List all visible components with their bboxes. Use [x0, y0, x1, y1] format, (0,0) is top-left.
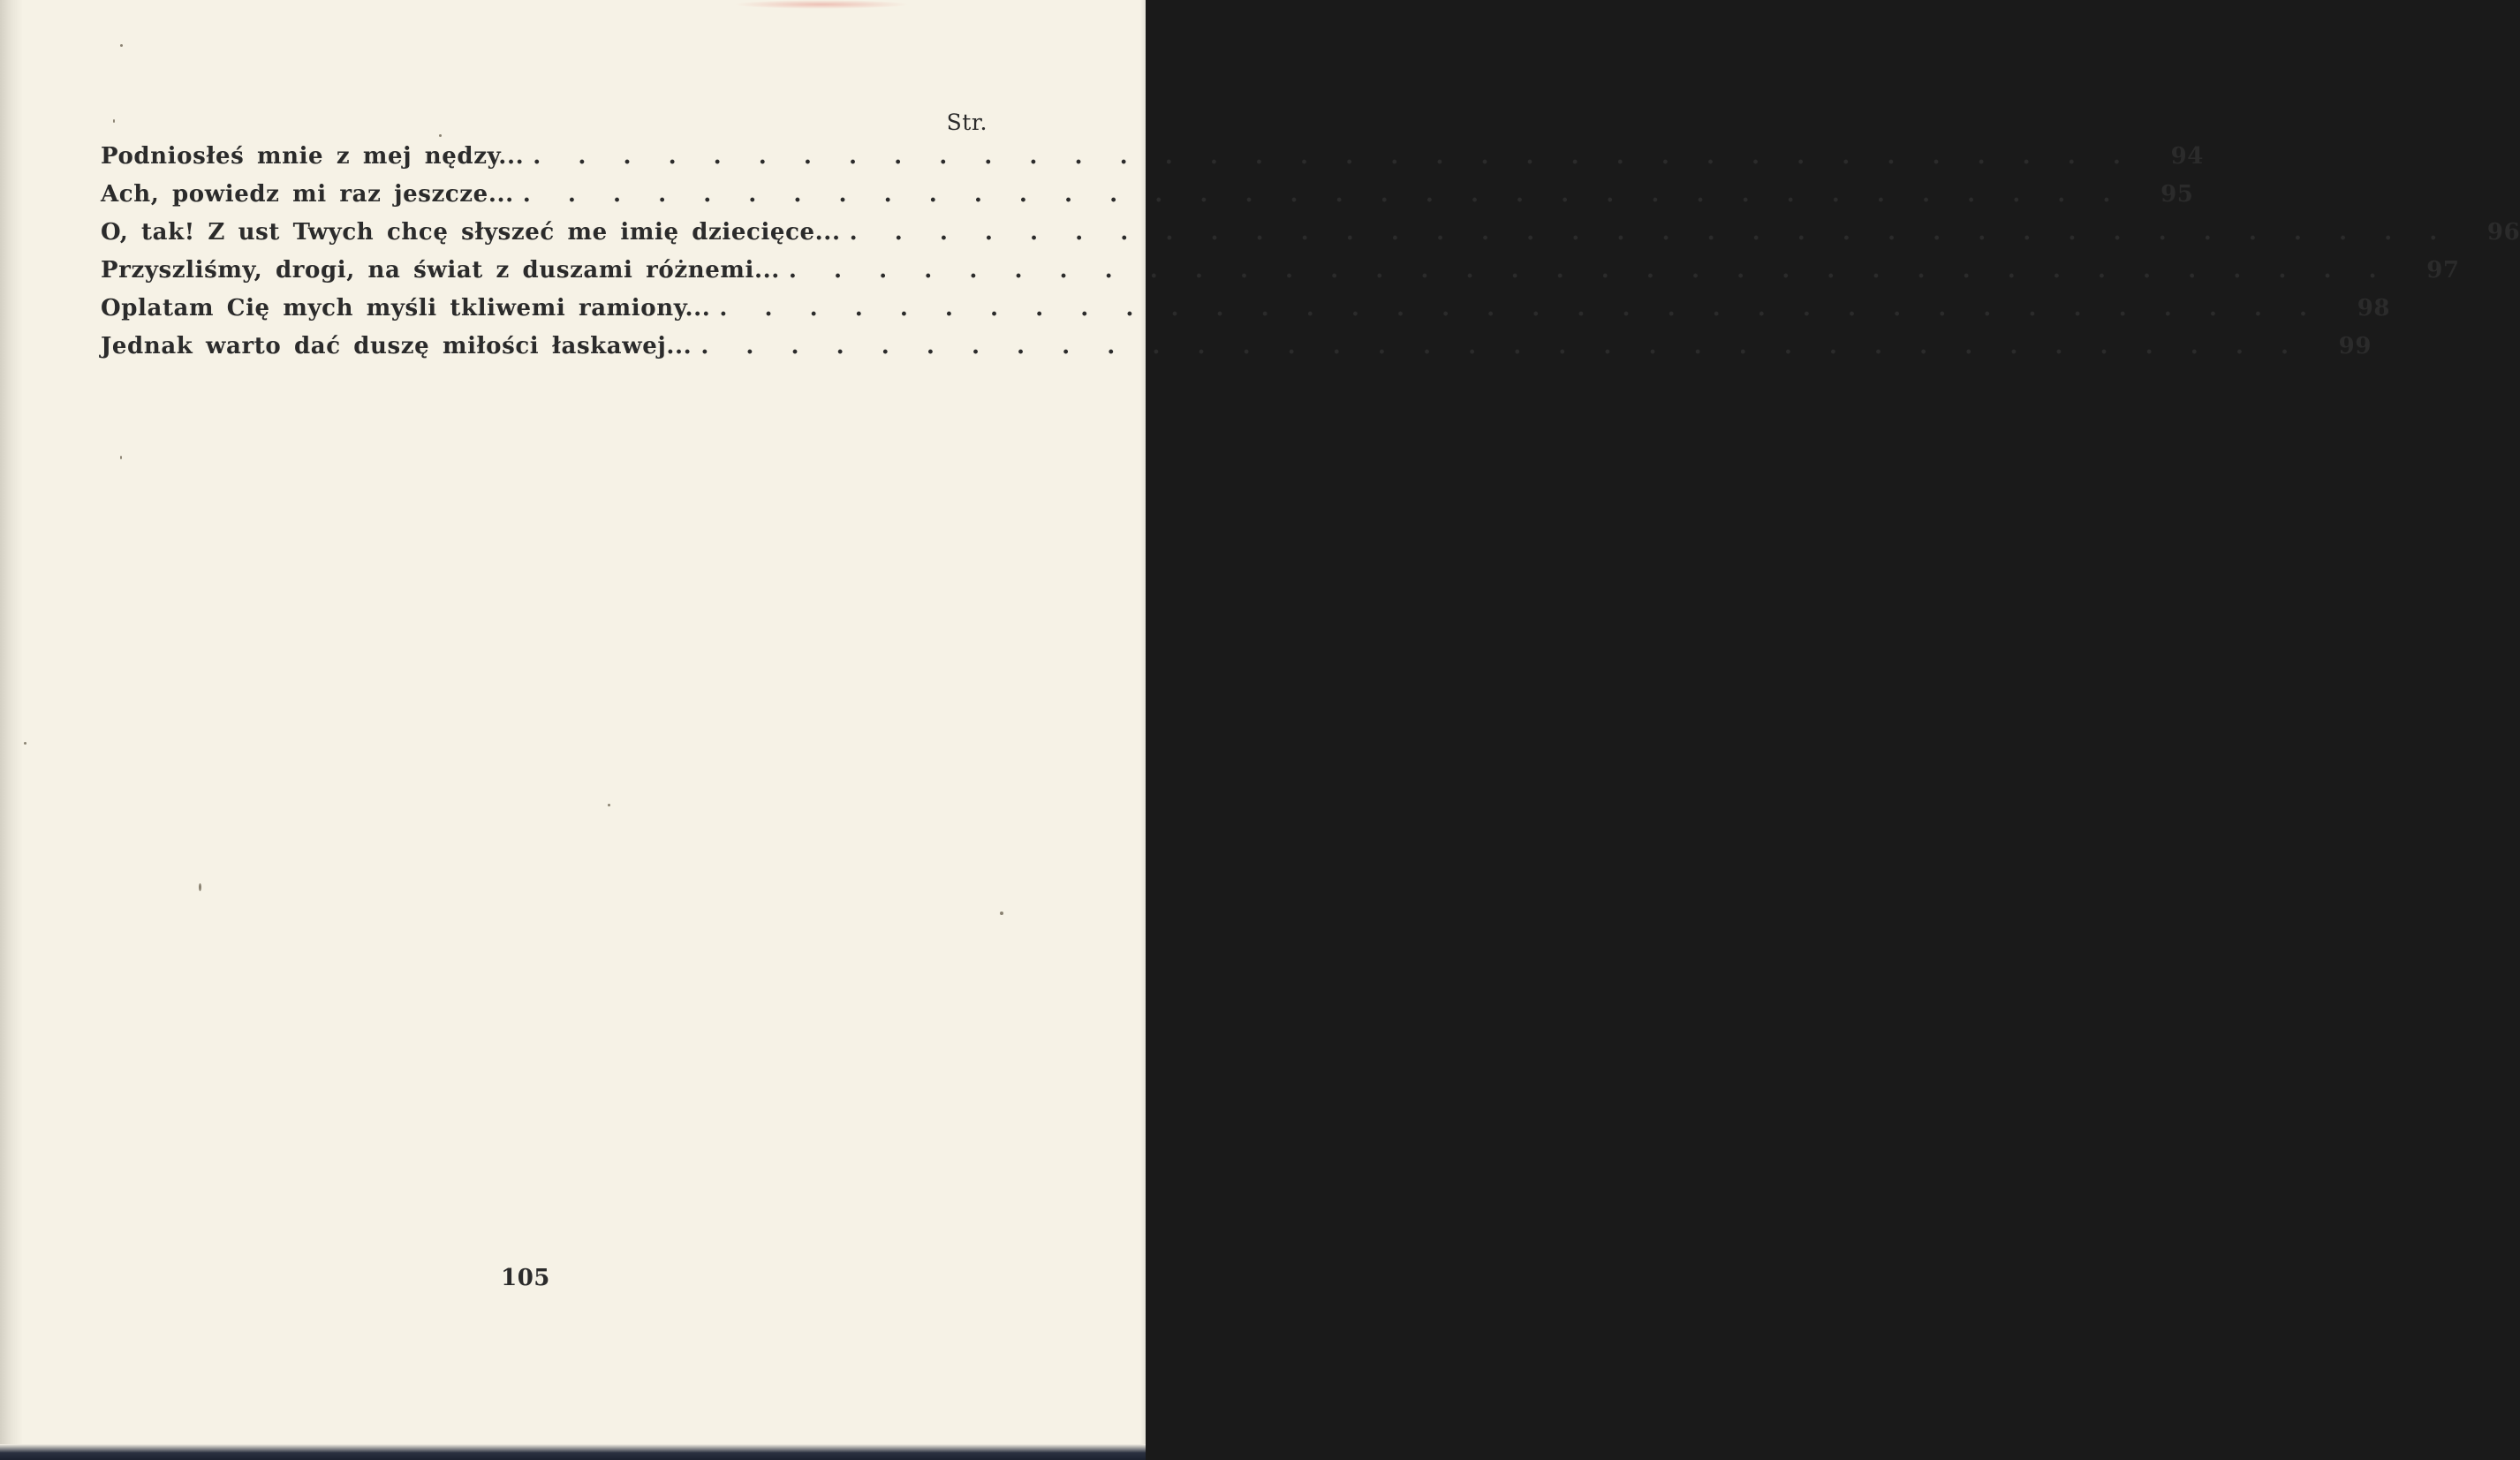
paper-speck [120, 456, 122, 459]
dot-leader: . . . . . . . . . . . . . . . . . . . . . . . . . . . . . . . . . . . . [849, 219, 2450, 246]
toc-entry [101, 328, 2372, 366]
toc-entry-page: 94 [2170, 143, 2204, 170]
dot-leader: . . . . . . . . . . . . . . . . . . . . . . . . . . . . . . . . . . . . [719, 295, 2320, 322]
paper-speck [24, 742, 26, 745]
toc-entry-page: 99 [2338, 333, 2372, 359]
page-gutter-shadow [0, 0, 23, 1460]
toc-entry [101, 252, 2460, 290]
toc-entry [101, 214, 2520, 252]
toc-entry-page: 98 [2357, 295, 2391, 322]
toc-entry-title: Przyszliśmy, drogi, na świat z duszami różnemi... [101, 257, 780, 284]
toc-entry-page: 96 [2486, 219, 2520, 246]
dot-leader: . . . . . . . . . . . . . . . . . . . . . . . . . . . . . . . . . . . . [788, 257, 2389, 284]
paper-speck [120, 44, 123, 47]
paper-stain [733, 0, 910, 9]
paper-speck [1000, 912, 1003, 915]
toc-entry [101, 138, 2204, 176]
toc-entry-title: Podniosłeś mnie z mej nędzy... [101, 143, 525, 170]
paper-speck [199, 883, 201, 891]
table-of-contents [101, 108, 2520, 366]
dot-leader: . . . . . . . . . . . . . . . . . . . . . . . . . . . . . . . . . . . . [700, 333, 2302, 359]
toc-entry-page: 95 [2161, 181, 2194, 208]
toc-entry-page: 97 [2426, 257, 2460, 284]
toc-entry-title: O, tak! Z ust Twych chcę słyszeć me imię dziecięce... [101, 219, 841, 246]
toc-entry-title: Oplatam Cię mych myśli tkliwemi ramiony... [101, 295, 711, 322]
toc-entry-title: Ach, powiedz mi raz jeszcze... [101, 181, 514, 208]
toc-entry [101, 176, 2194, 214]
paper-speck [608, 804, 610, 806]
toc-entry-title: Jednak warto dać duszę miłości łaskawej... [101, 333, 692, 359]
toc-entry [101, 290, 2391, 328]
dot-leader: . . . . . . . . . . . . . . . . . . . . . . . . . . . . . . . . . . . . [533, 143, 2133, 170]
page-number: 105 [501, 1265, 550, 1291]
scan-bottom-edge [0, 1444, 1146, 1460]
dot-leader: . . . . . . . . . . . . . . . . . . . . . . . . . . . . . . . . . . . . [522, 181, 2123, 208]
page-column-header: Str. [946, 110, 988, 135]
